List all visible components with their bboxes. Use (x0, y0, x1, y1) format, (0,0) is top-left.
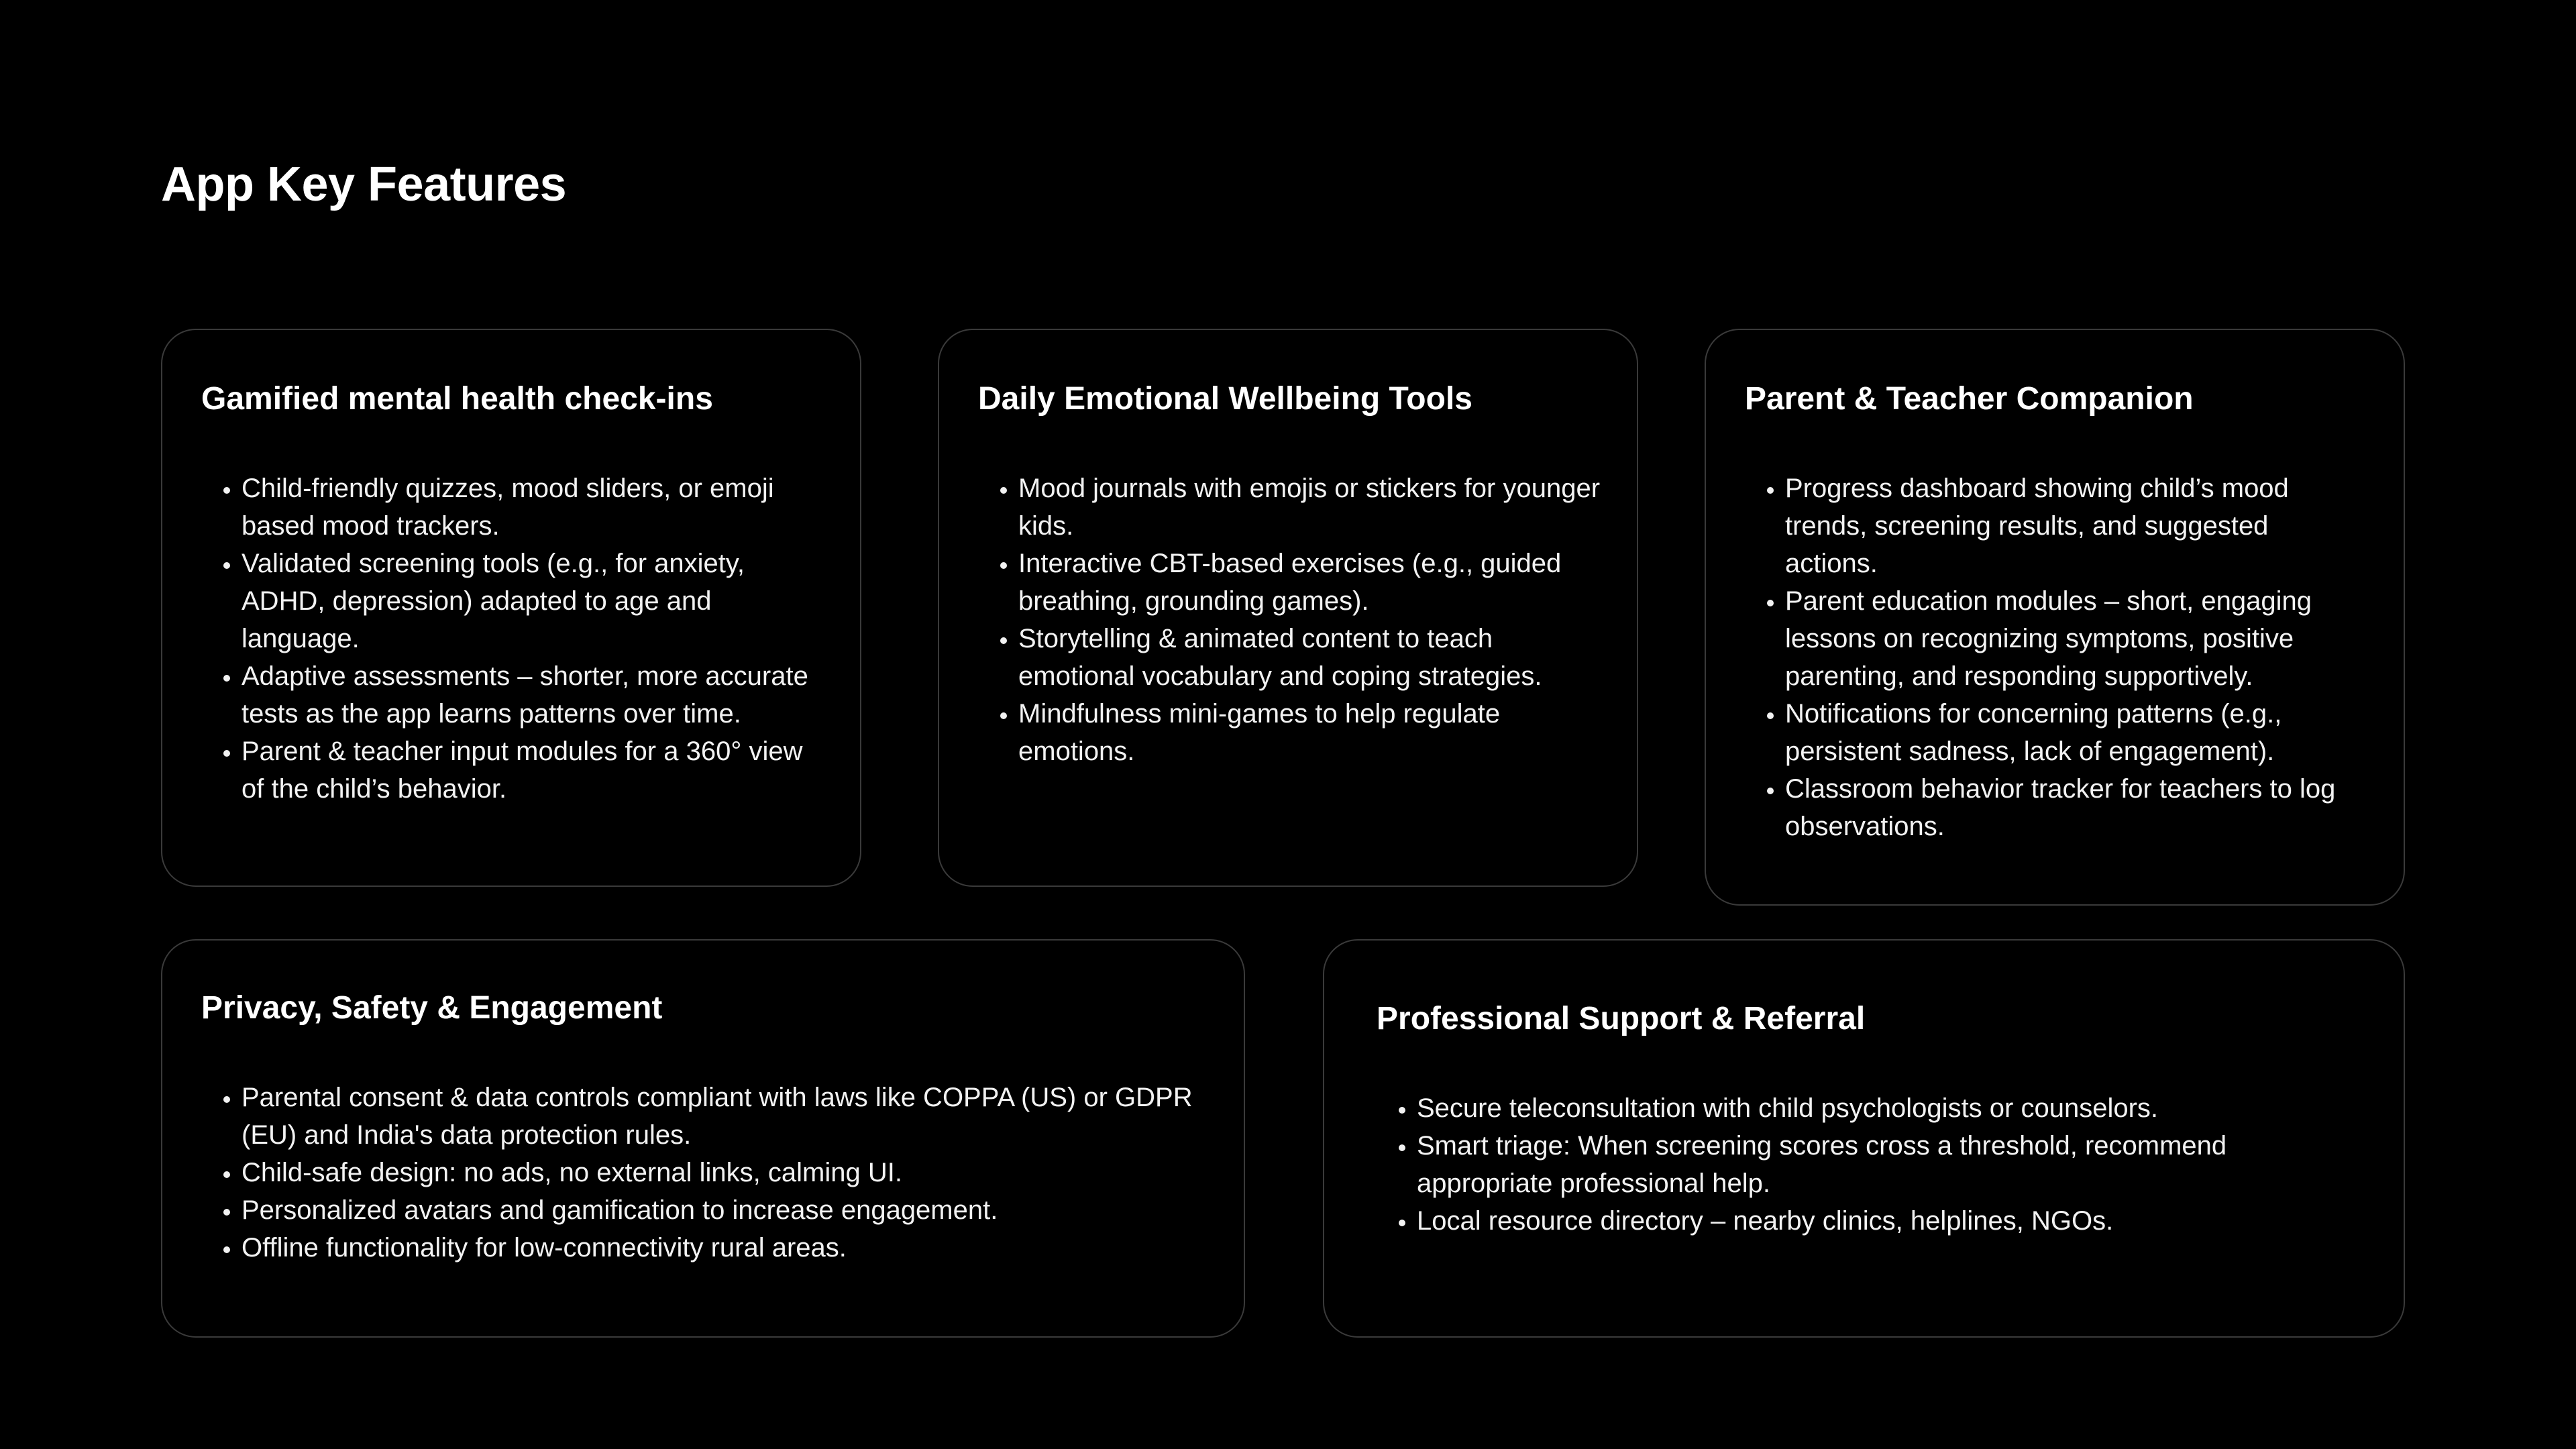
list-item: • Notifications for concerning patterns (e.g., persistent sadness, lack of engagement). (1785, 695, 2367, 770)
list-item: • Classroom behavior tracker for teachers to log observations. (1785, 770, 2367, 845)
feature-card-wellbeing-tools (938, 329, 1638, 887)
feature-list (1745, 470, 2367, 845)
list-item: • Personalized avatars and gamification to increase engagement. (241, 1191, 1208, 1229)
list-item: • Child-safe design: no ads, no external links, calming UI. (241, 1154, 1208, 1191)
feature-card-privacy-safety (161, 939, 1245, 1338)
list-item: • Adaptive assessments – shorter, more accurate tests as the app learns patterns over time. (241, 657, 824, 733)
list-item: • Child-friendly quizzes, mood sliders, or emoji based mood trackers. (241, 470, 824, 545)
feature-card-gamified-checkins (161, 329, 861, 887)
list-item: • Parent education modules – short, engaging lessons on recognizing symptoms, positive parenting, and responding supportively. (1785, 582, 2367, 695)
card-title: Parent & Teacher Companion (1745, 381, 2194, 417)
list-item: • Parent & teacher input modules for a 360° view of the child’s behavior. (241, 733, 824, 808)
feature-list (978, 470, 1601, 770)
list-item: • Validated screening tools (e.g., for anxiety, ADHD, depression) adapted to age and language. (241, 545, 824, 657)
list-item: • Mood journals with emojis or stickers for younger kids. (1018, 470, 1601, 545)
list-item: • Mindfulness mini-games to help regulate emotions. (1018, 695, 1601, 770)
feature-list (201, 1079, 1208, 1267)
list-item: • Local resource directory – nearby clinics, helplines, NGOs. (1417, 1202, 2367, 1240)
list-item: • Offline functionality for low-connectivity rural areas. (241, 1229, 1208, 1267)
list-item: • Storytelling & animated content to teach emotional vocabulary and coping strategies. (1018, 620, 1601, 695)
list-item: • Progress dashboard showing child’s mood trends, screening results, and suggested actions. (1785, 470, 2367, 582)
list-item: • Interactive CBT-based exercises (e.g., guided breathing, grounding games). (1018, 545, 1601, 620)
card-title: Privacy, Safety & Engagement (201, 990, 663, 1026)
list-item: • Secure teleconsultation with child psychologists or counselors. (1417, 1089, 2367, 1127)
feature-card-professional-support (1323, 939, 2405, 1338)
feature-list (201, 470, 824, 808)
card-title: Gamified mental health check-ins (201, 381, 713, 417)
list-item: • Smart triage: When screening scores cross a threshold, recommend appropriate professional help. (1417, 1127, 2367, 1202)
card-title: Professional Support & Referral (1377, 1001, 1866, 1036)
card-title: Daily Emotional Wellbeing Tools (978, 381, 1472, 417)
feature-card-parent-teacher-companion (1705, 329, 2405, 906)
list-item: • Parental consent & data controls compliant with laws like COPPA (US) or GDPR (EU) and India's data protection rules. (241, 1079, 1208, 1154)
feature-list (1377, 1089, 2367, 1240)
page-title: App Key Features (161, 158, 567, 211)
